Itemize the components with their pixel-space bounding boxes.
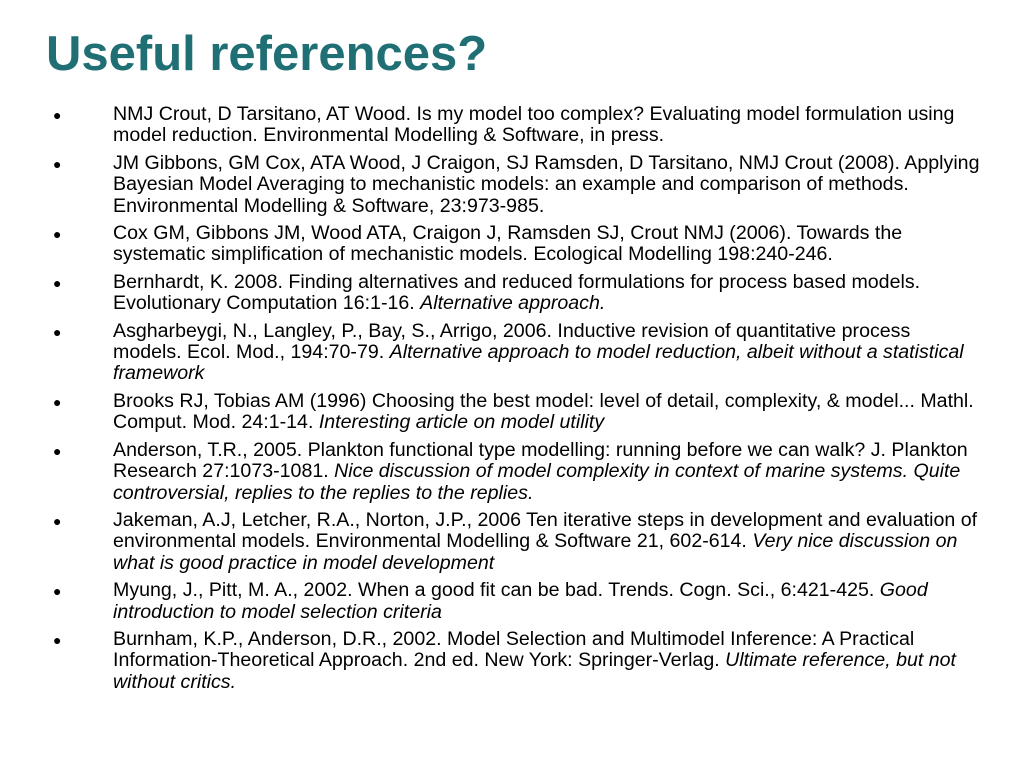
bullet-icon: ● [53,583,62,600]
reference-citation: JM Gibbons, GM Cox, ATA Wood, J Craigon, SJ Ramsden, D Tarsitano, NMJ Crout (2008). Applying Bayesian Model Averaging to mechanistic models: an example and comparison of methods. Environmental Modelling & Software, 23:973-985. [113,151,980,217]
slide-title: Useful references? [46,27,488,81]
reference-item [0,580,1000,623]
reference-item [0,223,1000,266]
reference-citation: Asgharbeygi, N., Langley, P., Bay, S., Arrigo, 2006. Inductive revision of quantitative process models. Ecol. Mod., 194:70-79. [113,319,911,364]
bullet-icon: ● [53,323,62,340]
reference-citation: Bernhardt, K. 2008. Finding alternatives and reduced formulations for process based models. Evolutionary Computation 16:1-16. [113,270,921,315]
bullet-icon: ● [53,226,62,243]
reference-citation: Brooks RJ, Tobias AM (1996) Choosing the best model: level of detail, complexity, & model... Mathl. Comput. Mod. 24:1-14. [113,389,974,434]
reference-note: Nice discussion of model complexity in context of marine systems. Quite controversial, replies to the replies to the replies. [113,460,961,504]
reference-note: Very nice discussion on what is good practice in model development [113,530,958,574]
reference-item [0,440,1000,504]
reference-list [0,104,1000,699]
reference-note: Good introduction to model selection criteria [113,579,928,623]
reference-citation: Myung, J., Pitt, M. A., 2002. When a good fit can be bad. Trends. Cogn. Sci., 6:421-425. [113,579,880,602]
reference-citation: Anderson, T.R., 2005. Plankton functional type modelling: running before we can walk? J. Plankton Research 27:1073-1081. [113,438,968,483]
reference-citation: NMJ Crout, D Tarsitano, AT Wood. Is my model too complex? Evaluating model formulation using model reduction. Environmental Modelling & Software, in press. [113,103,955,147]
reference-note: Alternative approach to model reduction, albeit without a statistical framework [113,341,964,385]
bullet-icon: ● [53,631,62,648]
reference-item [0,272,1000,315]
reference-note: Ultimate reference, but not without critics. [113,649,956,693]
bullet-icon: ● [53,107,62,123]
bullet-icon: ● [53,393,62,410]
reference-item [0,391,1000,434]
reference-citation: Burnham, K.P., Anderson, D.R., 2002. Model Selection and Multimodel Inference: A Practical Information-Theoretical Approach. 2nd ed. New York: Springer-Verlag. [113,627,915,672]
bullet-icon: ● [53,512,62,529]
reference-item [0,153,1000,217]
reference-note: Interesting article on model utility [318,411,605,434]
reference-note: Alternative approach. [420,292,606,315]
bullet-icon: ● [53,442,62,459]
bullet-icon: ● [53,274,62,291]
reference-item [0,104,1000,147]
reference-citation: Jakeman, A.J, Letcher, R.A., Norton, J.P., 2006 Ten iterative steps in development and evaluation of environmental models. Environmental Modelling & Software 21, 602-614. [113,508,978,553]
reference-citation: Cox GM, Gibbons JM, Wood ATA, Craigon J, Ramsden SJ, Crout NMJ (2006). Towards the systematic simplification of mechanistic models. Ecological Modelling 198:240-246. [113,222,903,266]
reference-item [0,510,1000,574]
reference-item [0,321,1000,385]
reference-item [0,629,1000,693]
bullet-icon: ● [53,155,62,172]
